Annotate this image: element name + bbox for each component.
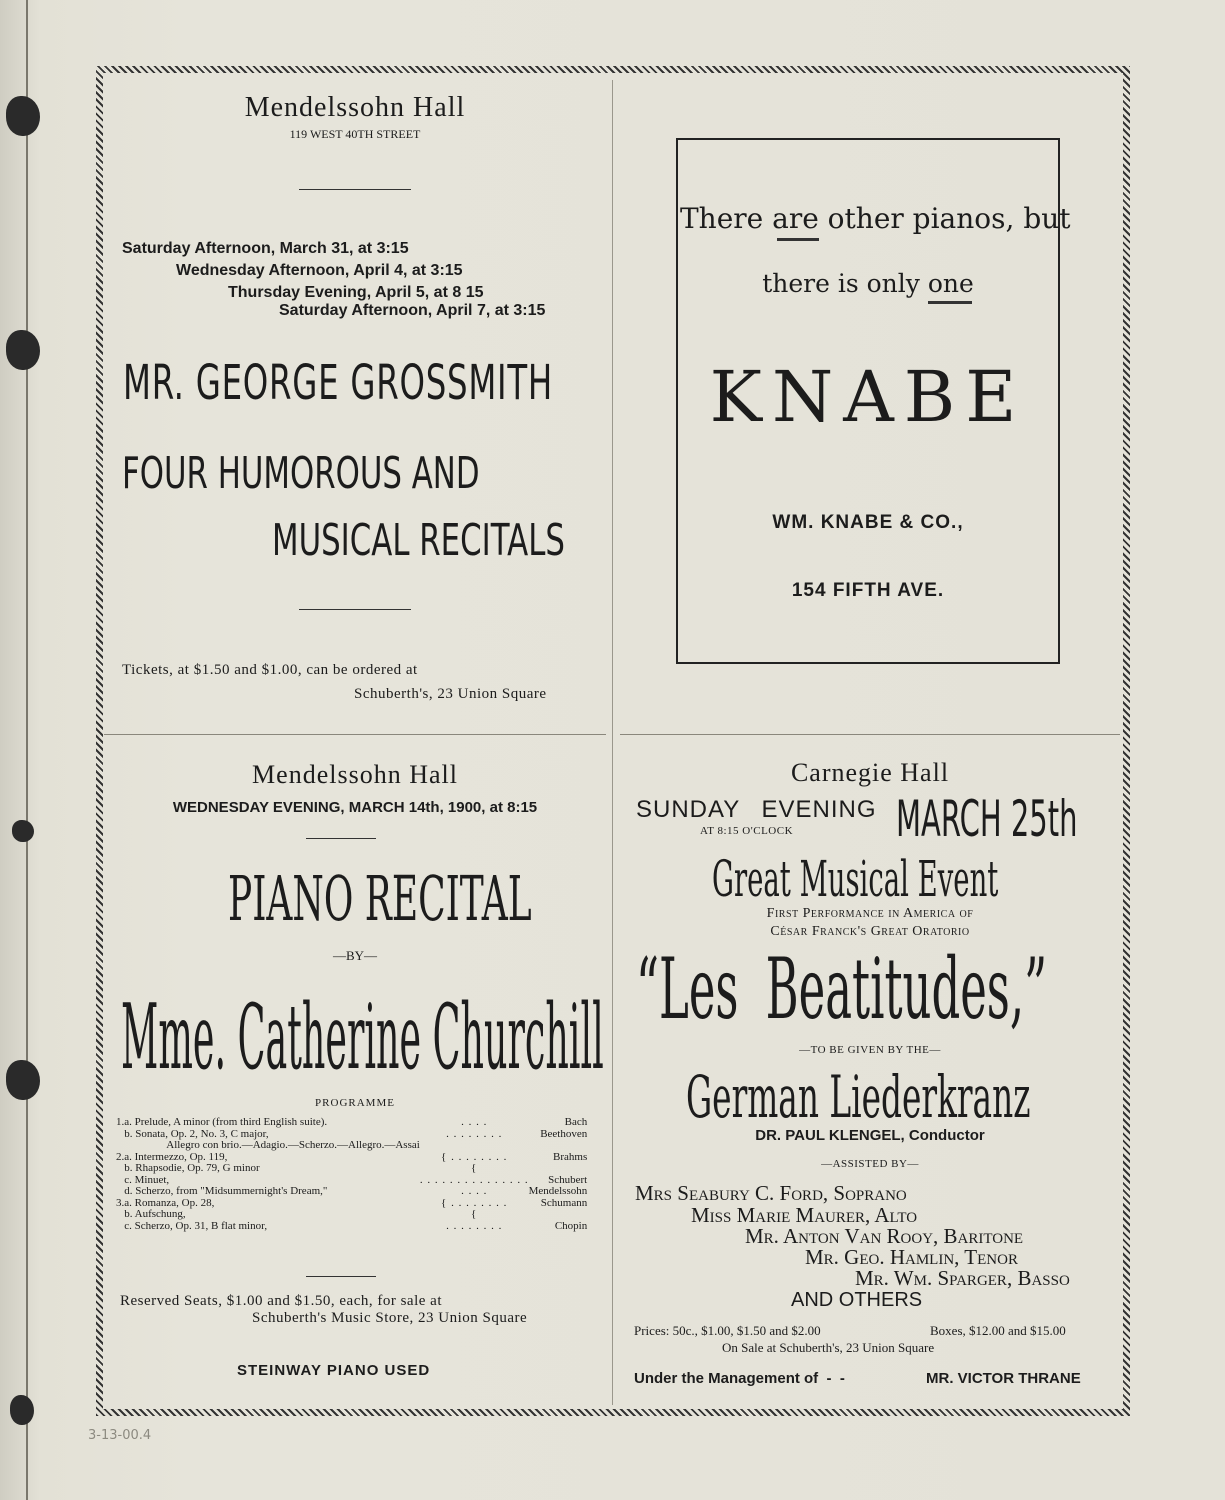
conductor-line: DR. PAUL KLENGEL, Conductor [755, 1127, 985, 1144]
handwritten-annotation: 3-13-00.4 [88, 1428, 152, 1443]
management-label: Under the Management of - - [634, 1370, 845, 1387]
programme-num: 1. [116, 1116, 125, 1128]
tickets-line-1: Tickets, at $1.50 and $1.00, can be ordered at [122, 662, 418, 678]
programme-composer: Chopin [554, 1219, 588, 1232]
programme-composer [529, 1163, 588, 1175]
date-line: Saturday Afternoon, March 31, at 3:15 [122, 240, 409, 257]
programme-row [116, 1186, 587, 1198]
programme-composer: Mendelssohn [528, 1185, 588, 1197]
programme-row [116, 1221, 587, 1233]
programme-item: b. Sonata, Op. 2, No. 3, C major, [124, 1127, 269, 1140]
programme-dots: . . . . . . . . [446, 1219, 503, 1232]
boxes-line: Boxes, $12.00 and $15.00 [930, 1323, 1066, 1338]
programme-num [116, 1221, 124, 1233]
programme-item: d. Scherzo, from "Midsummernight's Dream," [124, 1185, 328, 1197]
event-title: Great Musical Event [712, 850, 999, 908]
programme-num [116, 1140, 124, 1152]
date-line: Saturday Afternoon, April 7, at 3:15 [279, 302, 546, 319]
programme-dots: { . . . . . . . . [441, 1150, 508, 1163]
row-divider-right [620, 734, 1120, 735]
concert-time: AT 8:15 O'CLOCK [700, 825, 794, 837]
society-name: German Liederkranz [686, 1063, 1031, 1131]
performer-name: MR. GEORGE GROSSMITH [123, 355, 553, 411]
soloist: Mr. Wm. Sparger, Basso [855, 1266, 1070, 1290]
programme-composer: Brahms [553, 1150, 588, 1163]
programme-row [116, 1198, 587, 1210]
programme-item: a. Romanza, Op. 28, [124, 1196, 215, 1209]
programme-dots: { [471, 1162, 478, 1174]
binding-hole [6, 1060, 40, 1100]
programme-num [116, 1186, 124, 1198]
programme-dots: { . . . . . . . . [441, 1196, 508, 1209]
programme-row [116, 1209, 587, 1221]
piano-used: STEINWAY PIANO USED [237, 1362, 431, 1379]
programme-item: Allegro con brio.—Adagio.—Scherzo.—Allegro.—Assai [166, 1139, 420, 1151]
seats-line-2: Schuberth's Music Store, 23 Union Square [252, 1310, 528, 1326]
rule [299, 189, 411, 190]
programme-table [116, 1117, 587, 1232]
programme-num [116, 1209, 124, 1221]
programme-num: 3. [116, 1196, 125, 1209]
programme-composer: Schubert [548, 1173, 588, 1186]
programme-composer: Beethoven [540, 1127, 588, 1140]
programme-dots [420, 1140, 529, 1152]
venue-title: Carnegie Hall [790, 758, 950, 787]
slogan-line-1: There are other pianos, but [680, 202, 1071, 235]
programme-num [116, 1175, 124, 1187]
rule [306, 838, 376, 839]
oratorio-title: “Les Beatitudes,” [636, 940, 1048, 1038]
given-by-line: —TO BE GIVEN BY THE— [799, 1044, 941, 1056]
venue-address: 119 WEST 40TH STREET [289, 127, 421, 141]
company-name: WM. KNABE & CO., [772, 512, 964, 533]
company-address: 154 FIFTH AVE. [791, 580, 945, 601]
programme-row [116, 1163, 587, 1175]
manager-name: MR. VICTOR THRANE [926, 1370, 1081, 1387]
tickets-line-2: Schuberth's, 23 Union Square [354, 686, 547, 702]
rule [306, 1276, 376, 1277]
recital-date: WEDNESDAY EVENING, MARCH 14th, 1900, at 8:15 [172, 799, 538, 816]
binding-hole [12, 820, 34, 842]
oratorio-line: César Franck's Great Oratorio [770, 924, 970, 939]
date-line: Wednesday Afternoon, April 4, at 3:15 [176, 262, 463, 279]
programme-num [116, 1129, 124, 1141]
venue-title: Mendelssohn Hall [244, 92, 466, 123]
recital-title-line-2: MUSICAL RECITALS [272, 515, 565, 566]
assisted-by-line: —ASSISTED BY— [821, 1158, 919, 1170]
first-performance-line: First Performance in America of [766, 906, 974, 921]
programme-row [116, 1140, 587, 1152]
rule [299, 609, 411, 610]
binding-hole [6, 330, 40, 370]
underline [777, 238, 819, 241]
programme-dots: . . . . [461, 1116, 488, 1128]
soloist: Mr. Anton Van Rooy, Baritone [745, 1224, 1024, 1248]
underline [928, 301, 972, 304]
programme-composer [529, 1140, 588, 1152]
programme-num: 2. [116, 1150, 125, 1163]
concert-date: MARCH 25th [896, 790, 1078, 848]
soloist: Miss Marie Maurer, Alto [691, 1203, 918, 1227]
programme-item: b. Aufschung, [124, 1208, 186, 1220]
by-line: —BY— [332, 948, 378, 963]
programme-composer: Bach [564, 1116, 588, 1128]
programme-row [116, 1117, 587, 1129]
programme-item: c. Minuet, [124, 1173, 170, 1186]
programme-composer: Schumann [540, 1196, 588, 1209]
programme-item: a. Intermezzo, Op. 119, [124, 1150, 228, 1163]
recital-title: PIANO RECITAL [228, 862, 532, 935]
prices-line: Prices: 50c., $1.00, $1.50 and $2.00 [634, 1323, 821, 1338]
programme-heading: PROGRAMME [315, 1097, 395, 1109]
binding-spine [26, 0, 28, 1500]
column-divider [612, 80, 613, 1405]
recital-title-line-1: FOUR HUMOROUS AND [122, 448, 480, 499]
on-sale-line: On Sale at Schuberth's, 23 Union Square [722, 1340, 935, 1355]
and-others: AND OTHERS [791, 1289, 923, 1311]
programme-dots: { [471, 1208, 478, 1220]
programme-dots: . . . . [461, 1185, 488, 1197]
performer-name: Mme. Catherine Churchill [121, 985, 604, 1090]
binding-hole [10, 1395, 34, 1425]
programme-list [116, 1116, 588, 1232]
brand-name: KNABE [709, 356, 1027, 438]
concert-day: SUNDAY EVENING [636, 796, 877, 823]
programme-dots: . . . . . . . . [446, 1127, 503, 1140]
programme-num [116, 1163, 124, 1175]
programme-dots: . . . . . . . . . . . . . . . [419, 1173, 529, 1186]
programme-item: b. Rhapsodie, Op. 79, G minor [124, 1162, 260, 1174]
row-divider-left [104, 734, 606, 735]
programme-item: c. Scherzo, Op. 31, B flat minor, [124, 1219, 268, 1232]
soloist: Mrs Seabury C. Ford, Soprano [635, 1181, 907, 1205]
soloist: Mr. Geo. Hamlin, Tenor [805, 1245, 1018, 1269]
date-line: Thursday Evening, April 5, at 8 15 [228, 284, 484, 301]
seats-line-1: Reserved Seats, $1.00 and $1.50, each, for sale at [120, 1293, 442, 1309]
binding-hole [6, 96, 40, 136]
programme-item: a. Prelude, A minor (from third English suite). [124, 1116, 328, 1128]
venue-title: Mendelssohn Hall [252, 760, 458, 789]
slogan-line-2: there is only one [762, 269, 974, 298]
programme-composer [529, 1209, 588, 1221]
